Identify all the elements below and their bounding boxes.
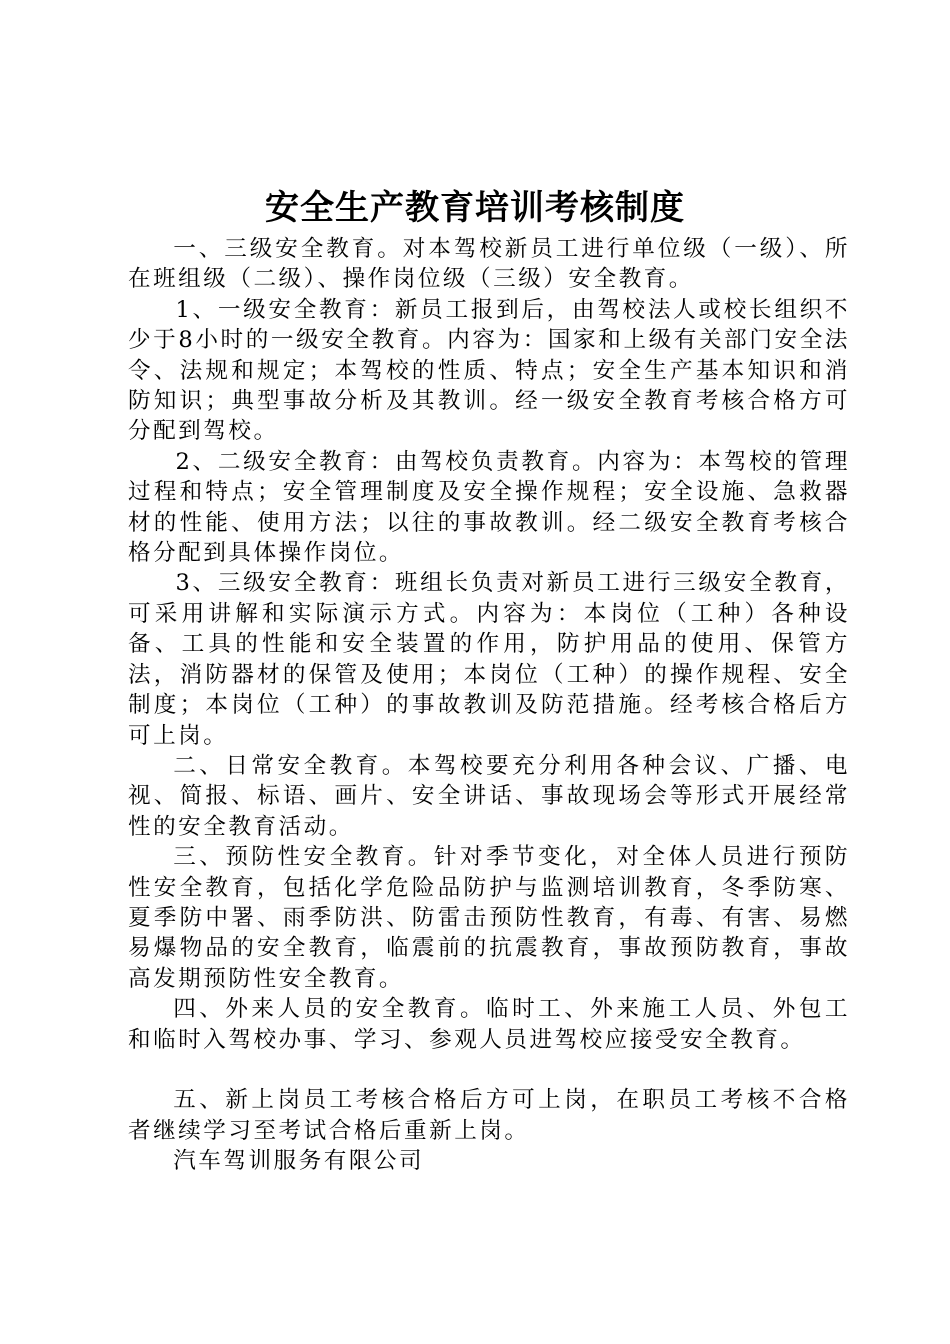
paragraph-level-3-education: 3、三级安全教育：班组长负责对新员工进行三级安全教育，可采用讲解和实际演示方式。内容为：本岗位（工种）各种设备、工具的性能和安全装置的作用，防护用品的使用、保管方法，消防器材的保管及使用；本岗位（工种）的操作规程、安全制度；本岗位（工种）的事故教训及防范措施。经考核合格后方可上岗。	[128, 570, 850, 749]
document-title: 安全生产教育培训考核制度	[265, 188, 685, 228]
paragraph-spacer	[128, 1055, 850, 1085]
paragraph-level-2-education: 2、二级安全教育：由驾校负责教育。内容为：本驾校的管理过程和特点；安全管理制度及安全操作规程；安全设施、急救器材的性能、使用方法；以往的事故教训。经二级安全教育考核合格分配到具体操作岗位。	[128, 448, 850, 567]
paragraph-section-4: 四、外来人员的安全教育。临时工、外来施工人员、外包工和临时入驾校办事、学习、参观人员进驾校应接受安全教育。	[128, 996, 850, 1053]
paragraph-level-1-education: 1、一级安全教育：新员工报到后，由驾校法人或校长组织不少于8小时的一级安全教育。内容为：国家和上级有关部门安全法令、法规和规定；本驾校的性质、特点；安全生产基本知识和消防知识；典型事故分析及其教训。经一级安全教育考核合格方可分配到驾校。	[128, 296, 850, 445]
paragraph-section-1: 一、三级安全教育。对本驾校新员工进行单位级（一级）、所在班组级（二级）、操作岗位级（三级）安全教育。	[128, 236, 850, 293]
document-body	[128, 234, 850, 1177]
company-signature: 汽车驾训服务有限公司	[173, 1148, 425, 1175]
paragraph-section-3: 三、预防性安全教育。针对季节变化，对全体人员进行预防性安全教育，包括化学危险品防护与监测培训教育，冬季防寒、夏季防中署、雨季防洪、防雷击预防性教育，有毒、有害、易燃易爆物品的安全教育，临震前的抗震教育，事故预防教育，事故高发期预防性安全教育。	[128, 844, 850, 992]
paragraph-section-5: 五、新上岗员工考核合格后方可上岗，在职员工考核不合格者继续学习至考试合格后重新上岗。	[128, 1087, 850, 1144]
paragraph-section-2: 二、日常安全教育。本驾校要充分利用各种会议、广播、电视、简报、标语、画片、安全讲话、事故现场会等形式开展经常性的安全教育活动。	[128, 752, 850, 840]
